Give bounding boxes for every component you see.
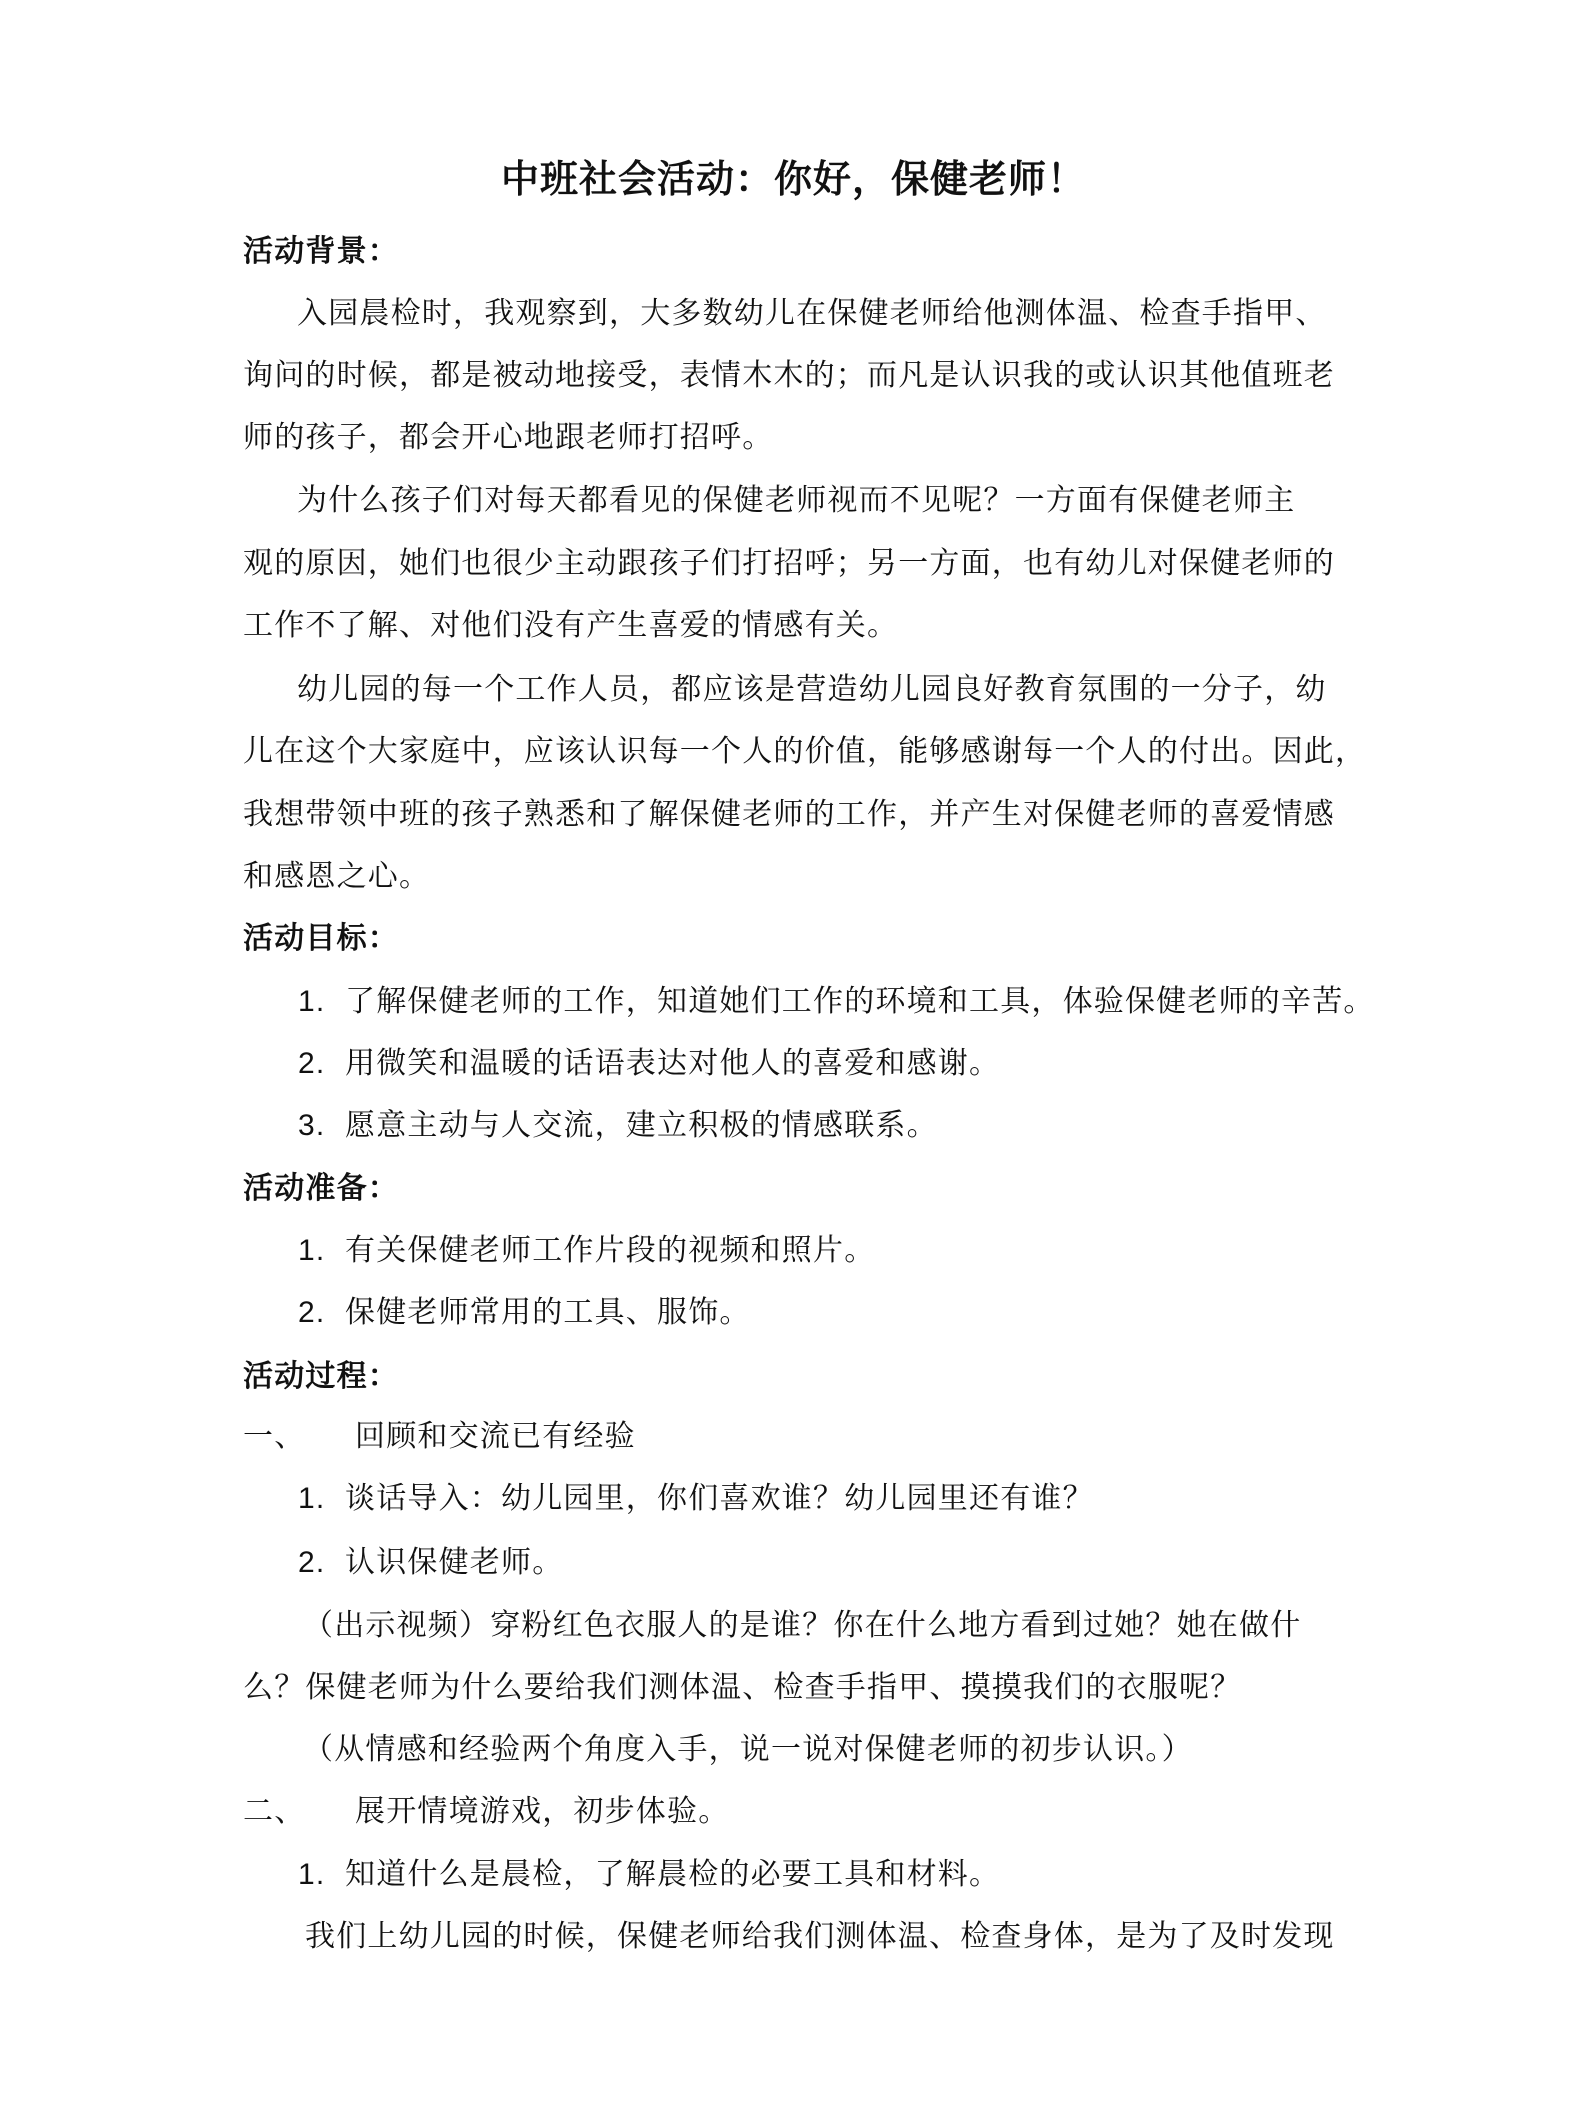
step-title: 回顾和交流已有经验	[355, 1419, 636, 1454]
list-text: 用微笑和温暖的话语表达对他人的喜爱和感谢。	[345, 1046, 1001, 1081]
step-title: 展开情境游戏，初步体验。	[355, 1794, 730, 1829]
paragraph-line: 工作不了解、对他们没有产生喜爱的情感有关。	[243, 608, 899, 643]
goal-item	[298, 1044, 1000, 1084]
process-item	[298, 1479, 1094, 1519]
list-number: 1.	[298, 985, 326, 1018]
paragraph-line: 观的原因，她们也很少主动跟孩子们打招呼；另一方面，也有幼儿对保健老师的	[243, 546, 1335, 581]
paragraph-line: 入园晨检时，我观察到，大多数幼儿在保健老师给他测体温、检查手指甲、	[297, 296, 1327, 331]
list-text: 谈话导入：幼儿园里，你们喜欢谁？幼儿园里还有谁？	[345, 1481, 1094, 1516]
list-number: 3.	[298, 1109, 326, 1142]
list-number: 1.	[298, 1234, 326, 1267]
list-number: 1.	[298, 1482, 326, 1515]
paragraph-line: 儿在这个大家庭中，应该认识每一个人的价值，能够感谢每一个人的付出。因此，	[243, 734, 1367, 769]
list-text: 愿意主动与人交流，建立积极的情感联系。	[345, 1108, 938, 1143]
list-number: 2.	[298, 1047, 326, 1080]
process-item	[298, 1543, 563, 1583]
paragraph-line: 幼儿园的每一个工作人员，都应该是营造幼儿园良好教育氛围的一分子，幼	[297, 672, 1327, 707]
list-text: 保健老师常用的工具、服饰。	[345, 1295, 751, 1330]
list-text: 知道什么是晨检，了解晨检的必要工具和材料。	[345, 1857, 1001, 1892]
process-step-heading	[243, 1792, 729, 1832]
list-number: 2.	[298, 1296, 326, 1329]
paragraph-line: 和感恩之心。	[243, 859, 431, 894]
list-text: 有关保健老师工作片段的视频和照片。	[345, 1233, 876, 1268]
section-heading-preparation: 活动准备：	[243, 1171, 399, 1206]
paragraph-line: 为什么孩子们对每天都看见的保健老师视而不见呢？一方面有保健老师主	[297, 483, 1296, 518]
paragraph-line: （出示视频）穿粉红色衣服人的是谁？你在什么地方看到过她？她在做什	[303, 1608, 1302, 1643]
paragraph-line: 询问的时候，都是被动地接受，表情木木的；而凡是认识我的或认识其他值班老	[243, 358, 1335, 393]
process-item	[298, 1855, 1000, 1895]
section-heading-background: 活动背景：	[243, 234, 399, 269]
section-heading-process: 活动过程：	[243, 1359, 399, 1394]
list-text: 了解保健老师的工作，知道她们工作的环境和工具，体验保健老师的辛苦。	[345, 984, 1375, 1019]
goal-item	[298, 982, 1375, 1022]
preparation-item	[298, 1293, 751, 1333]
paragraph-line: 我想带领中班的孩子熟悉和了解保健老师的工作，并产生对保健老师的喜爱情感	[243, 797, 1335, 832]
document-title: 中班社会活动：你好，保健老师！	[500, 156, 1086, 201]
list-number: 2.	[298, 1546, 326, 1579]
paragraph-line: 我们上幼儿园的时候，保健老师给我们测体温、检查身体，是为了及时发现	[305, 1919, 1335, 1954]
paragraph-line: （从情感和经验两个角度入手，说一说对保健老师的初步认识。）	[303, 1732, 1193, 1767]
step-number: 二、	[243, 1794, 306, 1829]
paragraph-line: 么？保健老师为什么要给我们测体温、检查手指甲、摸摸我们的衣服呢？	[243, 1670, 1242, 1705]
preparation-item	[298, 1231, 875, 1271]
list-number: 1.	[298, 1858, 326, 1891]
list-text: 认识保健老师。	[345, 1545, 564, 1580]
paragraph-line: 师的孩子，都会开心地跟老师打招呼。	[243, 420, 774, 455]
goal-item	[298, 1106, 938, 1146]
section-heading-goals: 活动目标：	[243, 921, 399, 956]
step-number: 一、	[243, 1419, 306, 1454]
process-step-heading	[243, 1417, 636, 1457]
